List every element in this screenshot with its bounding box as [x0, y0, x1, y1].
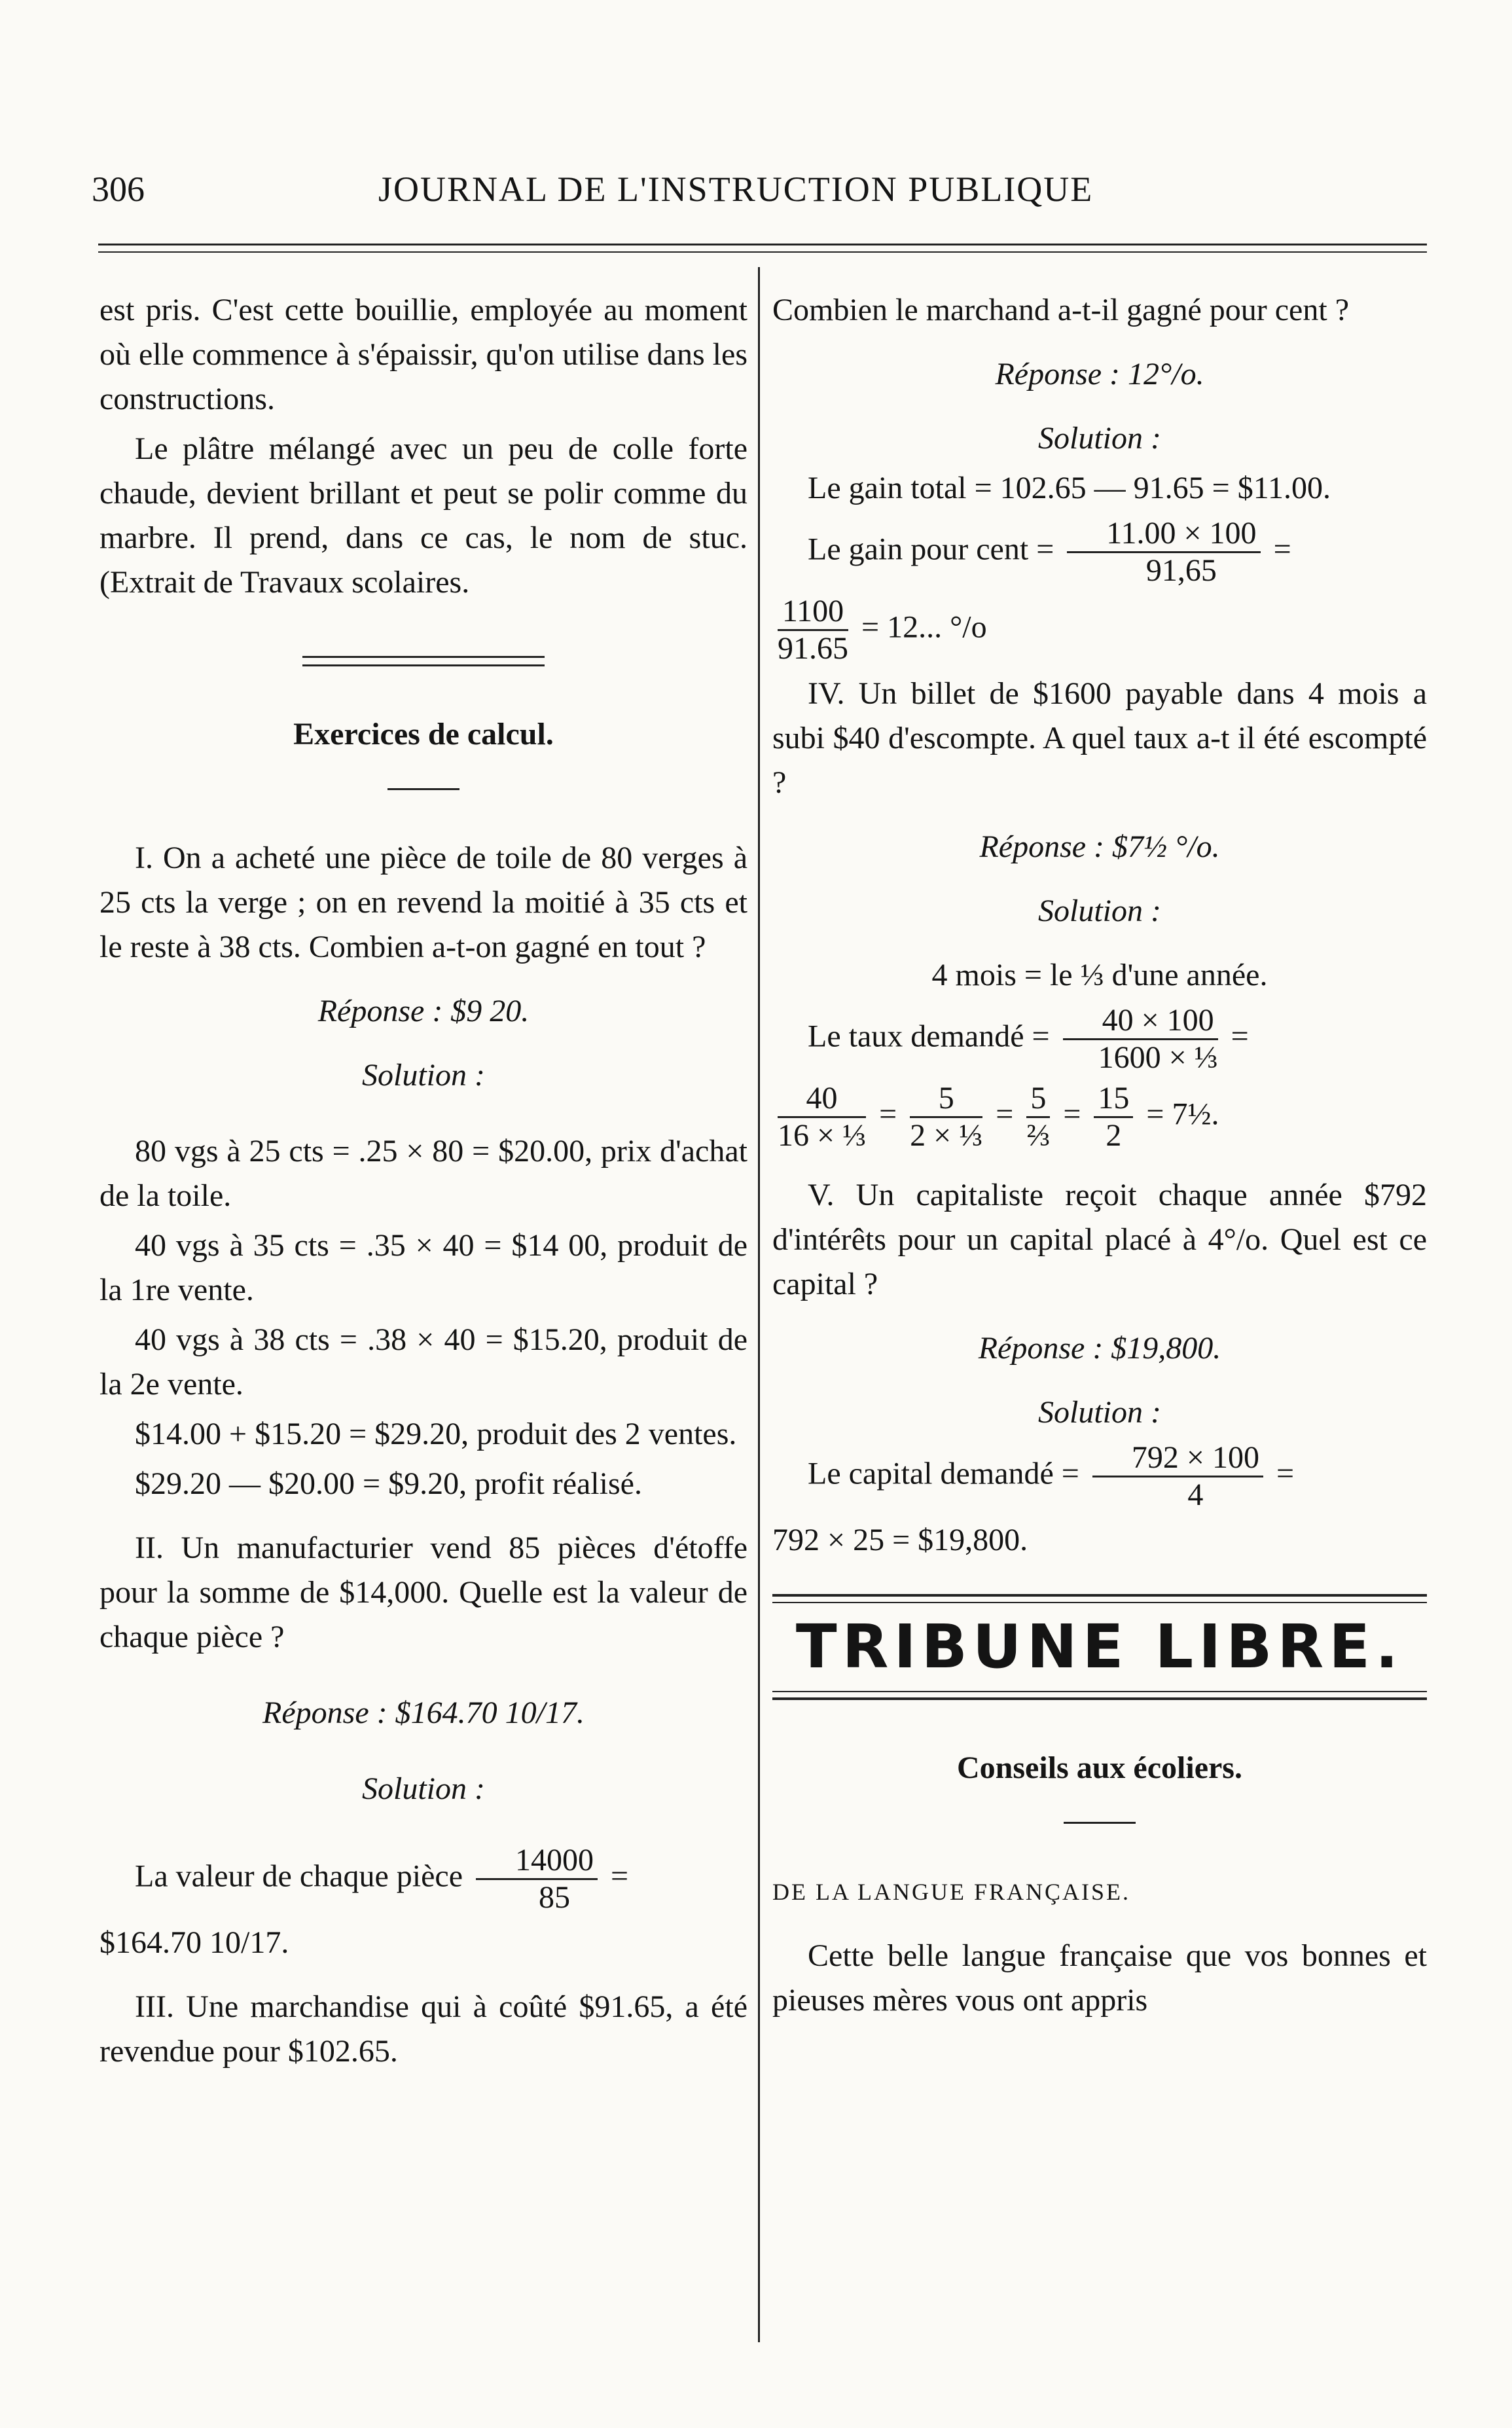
tribune-rule-top-second [772, 1602, 1427, 1603]
fraction-numerator: 1100 [778, 594, 848, 631]
exercise-3-fraction-a [1067, 516, 1260, 589]
exercise-1-step-1: 80 vgs à 25 cts = .25 × 80 = $20.00, prix d'achat de la toile. [99, 1134, 747, 1213]
exercise-3-fraction-b [778, 594, 848, 666]
page-number: 306 [92, 170, 145, 209]
fraction-numerator: 11.00 × 100 [1067, 516, 1260, 553]
exercises-title: Exercices de calcul. [293, 717, 554, 752]
conseils-title: Conseils aux écoliers. [957, 1750, 1242, 1785]
exercise-3-step-2 [772, 516, 1427, 589]
fraction-denominator: 85 [539, 1880, 571, 1915]
exercise-5-step-1-text: Le capital demandé = [808, 1456, 1079, 1491]
exercise-2-step-1-text: La valeur de chaque pièce [135, 1858, 463, 1894]
exercise-5-solution-label: Solution : [1038, 1395, 1161, 1430]
exercise-5-step-1 [772, 1440, 1427, 1513]
header-rule-second [98, 251, 1427, 253]
exercise-2-fraction [476, 1843, 598, 1915]
exercise-2-step-1 [99, 1843, 747, 1915]
exercise-1-step-2: 40 vgs à 35 cts = .35 × 40 = $14 00, produit de la 1re vente. [99, 1228, 747, 1307]
exercise-2: II. Un manufacturier vend 85 pièces d'étoffe pour la somme de $14,000. Quelle est la valeur de chaque pièce ? [99, 1531, 747, 1654]
fraction-denominator: 91.65 [778, 631, 848, 666]
left-column [99, 288, 747, 2079]
exercise-1-solution-label: Solution : [362, 1058, 485, 1093]
exercise-4-fraction-main [1063, 1003, 1218, 1076]
exercise-5-fraction [1092, 1440, 1263, 1513]
exercise-4-answer: Réponse : $7½ °/o. [979, 829, 1220, 864]
exercise-3-step-2-text: Le gain pour cent = [808, 532, 1054, 567]
fraction-numerator: 40 [778, 1081, 866, 1118]
exercise-5-step-2: 792 × 25 = $19,800. [772, 1523, 1028, 1557]
exercise-4-fraction-2 [910, 1081, 982, 1153]
right-column [772, 288, 1427, 2028]
exercise-3: III. Une marchandise qui à coûté $91.65, a été revendue pour $102.65. [99, 1989, 747, 2069]
langue-paragraph: Cette belle langue française que vos bonnes et pieuses mères vous ont appris [772, 1938, 1427, 2018]
exercise-4-step-3 [772, 1081, 1427, 1153]
exercise-4: IV. Un billet de $1600 payable dans 4 mois a subi $40 d'escompte. A quel taux a-t il été escompté ? [772, 676, 1427, 800]
fraction-numerator: 15 [1094, 1081, 1133, 1118]
exercise-4-fraction-1 [778, 1081, 866, 1153]
exercise-1: I. On a acheté une pièce de toile de 80 verges à 25 cts la verge ; on en revend la moitié à 35 cts et le reste à 38 cts. Combien a-t-on gagné en tout ? [99, 841, 747, 964]
section-double-rule [302, 656, 545, 666]
equals-sign: = [611, 1858, 629, 1894]
exercise-4-step-2 [772, 1003, 1427, 1076]
exercise-3-step-1: Le gain total = 102.65 — 91.65 = $11.00. [808, 471, 1331, 505]
exercise-4-fraction-3 [1026, 1081, 1050, 1153]
exercise-2-solution-label: Solution : [362, 1771, 485, 1806]
exercise-5-answer: Réponse : $19,800. [978, 1331, 1221, 1366]
exercise-4-step-1: 4 mois = le ⅓ d'une année. [931, 958, 1268, 992]
fraction-numerator: 14000 [476, 1843, 598, 1880]
equals-sign: = [1273, 532, 1291, 567]
equals-sign: = [1231, 1019, 1249, 1054]
running-title: JOURNAL DE L'INSTRUCTION PUBLIQUE [378, 170, 1094, 209]
exercise-4-result: = 7½. [1146, 1096, 1219, 1132]
fraction-denominator: 2 × ⅓ [910, 1118, 983, 1153]
exercise-4-step-2-text: Le taux demandé = [808, 1019, 1050, 1054]
fraction-denominator: 2 [1106, 1118, 1122, 1153]
header-rule [98, 244, 1427, 245]
fraction-denominator: 91,65 [1145, 553, 1217, 588]
tribune-libre-heading: TRIBUNE LIBRE. [795, 1612, 1404, 1682]
paragraph-platre: Le plâtre mélangé avec un peu de colle forte chaude, devient brillant et peut se polir comme du marbre. Il prend, dans ce cas, le nom de stuc. (Extrait de Travaux scolaires. [99, 431, 747, 600]
fraction-denominator: 4 [1187, 1477, 1204, 1512]
fraction-denominator: ⅔ [1026, 1118, 1051, 1153]
exercise-5: V. Un capitaliste reçoit chaque année $792 d'intérêts pour un capital placé à 4°/o. Quel est ce capital ? [772, 1178, 1427, 1301]
equals-sign: = [996, 1096, 1014, 1132]
paragraph-bouillie: est pris. C'est cette bouillie, employée au moment où elle commence à s'épaissir, qu'on utilise dans les constructions. [99, 293, 747, 416]
exercise-1-answer: Réponse : $9 20. [317, 994, 530, 1028]
exercise-1-step-3: 40 vgs à 38 cts = .38 × 40 = $15.20, produit de la 2e vente. [99, 1322, 747, 1402]
exercise-1-step-4: $14.00 + $15.20 = $29.20, produit des 2 ventes. [135, 1417, 737, 1451]
equals-sign: = [1063, 1096, 1081, 1132]
exercise-3-answer: Réponse : 12°/o. [995, 357, 1204, 391]
exercise-3-step-3 [772, 594, 1427, 666]
exercise-2-step-2: $164.70 10/17. [99, 1925, 289, 1960]
exercise-3-result: = 12... °/o [861, 609, 987, 645]
column-divider [758, 267, 760, 2342]
exercise-3-solution-label: Solution : [1038, 421, 1161, 456]
fraction-denominator: 16 × ⅓ [778, 1118, 867, 1153]
exercise-3-continued: Combien le marchand a-t-il gagné pour cent ? [772, 293, 1349, 327]
fraction-denominator: 1600 × ⅓ [1098, 1040, 1218, 1075]
fraction-numerator: 792 × 100 [1092, 1440, 1263, 1477]
equals-sign: = [1276, 1456, 1295, 1491]
fraction-numerator: 40 × 100 [1063, 1003, 1218, 1040]
langue-francaise-subtitle: DE LA LANGUE FRANÇAISE. [772, 1879, 1131, 1905]
fraction-numerator: 5 [910, 1081, 982, 1118]
exercise-1-step-5: $29.20 — $20.00 = $9.20, profit réalisé. [135, 1466, 642, 1501]
page-header [92, 169, 1433, 221]
exercise-4-solution-label: Solution : [1038, 894, 1161, 928]
exercise-2-answer: Réponse : $164.70 10/17. [262, 1695, 585, 1730]
equals-sign: = [879, 1096, 897, 1132]
exercise-4-fraction-4 [1094, 1081, 1133, 1153]
fraction-numerator: 5 [1026, 1081, 1050, 1118]
